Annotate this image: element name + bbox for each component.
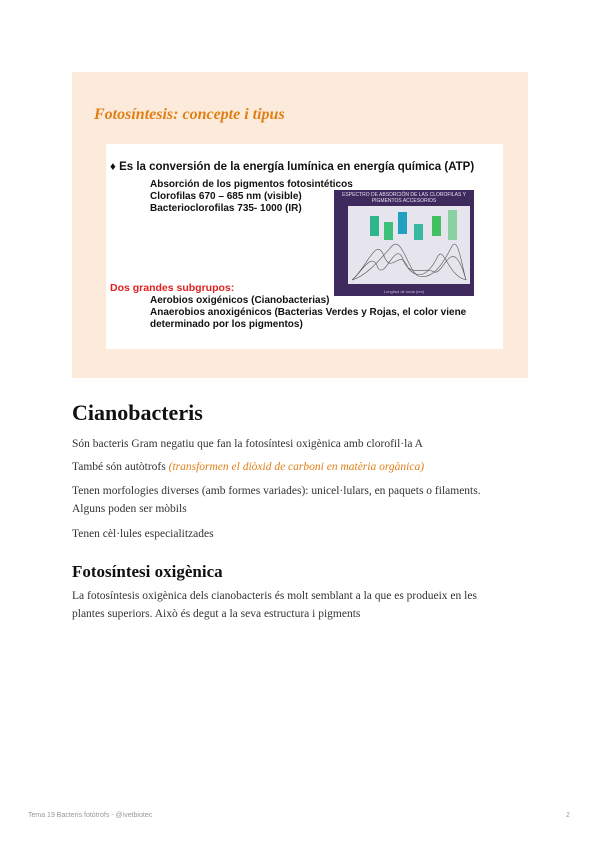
paragraph-gram: Són bacteris Gram negatiu que fan la fotosíntesi oxigènica amb clorofil·la A — [72, 438, 423, 450]
spectrum-plot — [348, 206, 470, 284]
spectrum-axis-label: Longitud de onda (nm) — [383, 289, 425, 294]
paragraph-fotosintesi: La fotosíntesis oxigènica dels cianobacteris és molt semblant a la que es produeix en les plantes superiors. Això és degut a la seva estructura i pigments — [72, 590, 477, 620]
slide-line-anaerobic: Anaerobios anoxigénicos (Bacterias Verdes y Rojas, el color viene — [150, 307, 467, 318]
section-heading-fotosintesi: Fotosíntesi oxigènica — [72, 562, 223, 581]
slide-content — [106, 144, 503, 349]
spectrum-title: ESPECTRO DE ABSORCIÓN DE LAS CLOROFILAS Y PIGMENTOS ACCESORIOS — [342, 192, 466, 204]
slide-line-definition: ♦ Es la conversión de la energía lumínica en energía química (ATP) — [110, 161, 475, 173]
slide-line-anaerobic-cont: determinado por los pigmentos) — [150, 319, 303, 330]
slide-line-bacteriochlorophyll: Bacterioclorofilas 735- 1000 (IR) — [150, 203, 302, 214]
paragraph-cellules: Tenen cèl·lules especialitzades — [72, 528, 214, 540]
slide-line-absorption: Absorción de los pigmentos fotosintéticos — [150, 179, 353, 190]
slide-line-subgroups: Dos grandes subgrupos: — [110, 282, 235, 294]
paragraph-morfologies: Tenen morfologies diverses (amb formes variades): unicel·lulars, en paquets o filaments. Alguns poden ser mòbils — [72, 485, 481, 515]
paragraph-autotrofs — [72, 458, 512, 476]
slide-title: Fotosíntesis: concepte i tipus — [94, 106, 285, 123]
paragraph-autotrofs-highlight: (transformen el diòxid de carboni en matèria orgànica) — [168, 461, 425, 473]
slide-line-chlorophyll: Clorofilas 670 – 685 nm (visible) — [150, 191, 302, 202]
slide-line-aerobic: Aerobios oxigénicos (Cianobacterias) — [150, 295, 330, 306]
section-heading-cianobacteris: Cianobacteris — [72, 400, 203, 425]
page-number: 2 — [566, 812, 570, 819]
footer-title: Tema 19 Bacteris fotòtrofs - @ivetbiotec — [28, 812, 153, 819]
paragraph-autotrofs-text: També són autòtrofs — [72, 461, 169, 473]
slide-image — [72, 72, 528, 378]
absorption-spectrum-figure — [334, 190, 474, 296]
